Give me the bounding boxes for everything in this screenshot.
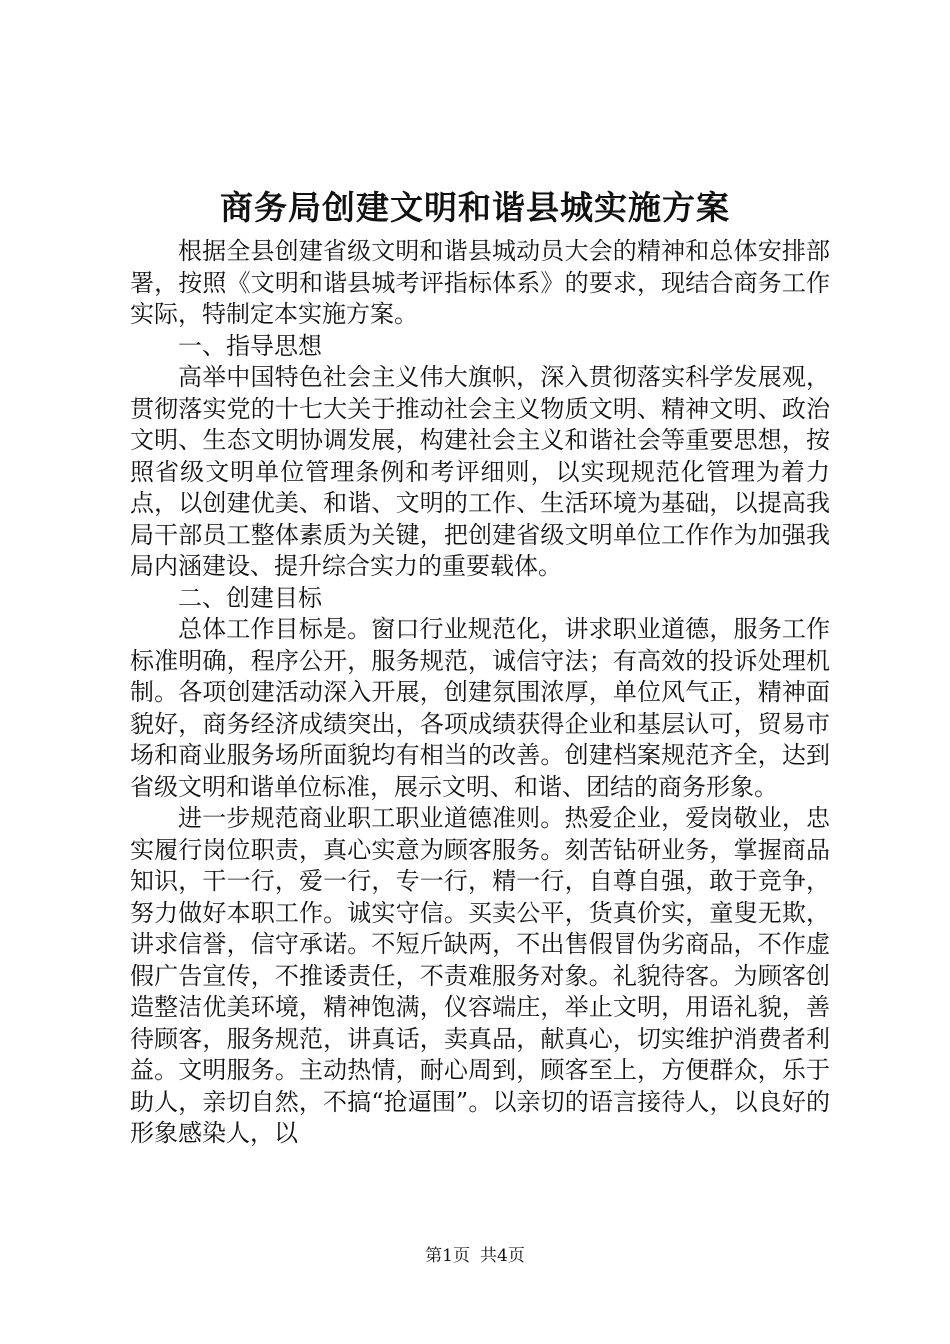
paragraph-overall-goals: 总体工作目标是。窗口行业规范化，讲求职业道德，服务工作标准明确，程序公开，服务规范，诚信守法；有高效的投诉处理机制。各项创建活动深入开展，创建氛围浓厚，单位风气正，精神面貌好，商务经济成绩突出，各项成绩获得企业和基层认可，贸易市场和商业服务场所面貌均有相当的改善。创建档案规范齐全，达到省级文明和谐单位标准，展示文明、和谐、团结的商务形象。 xyxy=(130,615,830,801)
document-body xyxy=(130,236,830,1150)
document-title: 商务局创建文明和谐县城实施方案 xyxy=(220,188,730,227)
page-number-total: 共4页 xyxy=(480,1246,525,1266)
page-footer xyxy=(0,1244,950,1268)
paragraph-professional-ethics: 进一步规范商业职工职业道德准则。热爱企业，爱岗敬业，忠实履行岗位职责，真心实意为顾客服务。刻苦钻研业务，掌握商品知识，干一行，爱一行，专一行，精一行，自尊自强，敢于竞争，努力做好本职工作。诚实守信。买卖公平，货真价实，童叟无欺，讲求信誉，信守承诺。不短斤缺两，不出售假冒伪劣商品，不作虚假广告宣传，不推诿责任，不责难服务对象。礼貌待客。为顾客创造整洁优美环境，精神饱满，仪容端庄，举止文明，用语礼貌，善待顾客，服务规范，讲真话，卖真品，献真心，切实维护消费者利益。文明服务。主动热情，耐心周到，顾客至上，方便群众，乐于助人，亲切自然，不搞“抢逼围”。以亲切的语言接待人，以良好的形象感染人，以 xyxy=(130,804,830,1147)
section-heading-goals: 二、创建目标 xyxy=(178,583,322,612)
paragraph-guiding-ideology: 高举中国特色社会主义伟大旗帜，深入贯彻落实科学发展观，贯彻落实党的十七大关于推动社会主义物质文明、精神文明、政治文明、生态文明协调发展，构建社会主义和谐社会等重要思想，按照省级文明单位管理条例和考评细则，以实现规范化管理为着力点，以创建优美、和谐、文明的工作、生活环境为基础，以提高我局干部员工整体素质为关键，把创建省级文明单位工作作为加强我局内涵建设、提升综合实力的重要载体。 xyxy=(130,363,830,580)
paragraph-intro: 根据全县创建省级文明和谐县城动员大会的精神和总体安排部署，按照《文明和谐县城考评指标体系》的要求，现结合商务工作实际，特制定本实施方案。 xyxy=(130,237,830,328)
page-number-current: 第1页 xyxy=(425,1246,470,1266)
section-heading-guiding-ideology: 一、指导思想 xyxy=(178,331,322,360)
